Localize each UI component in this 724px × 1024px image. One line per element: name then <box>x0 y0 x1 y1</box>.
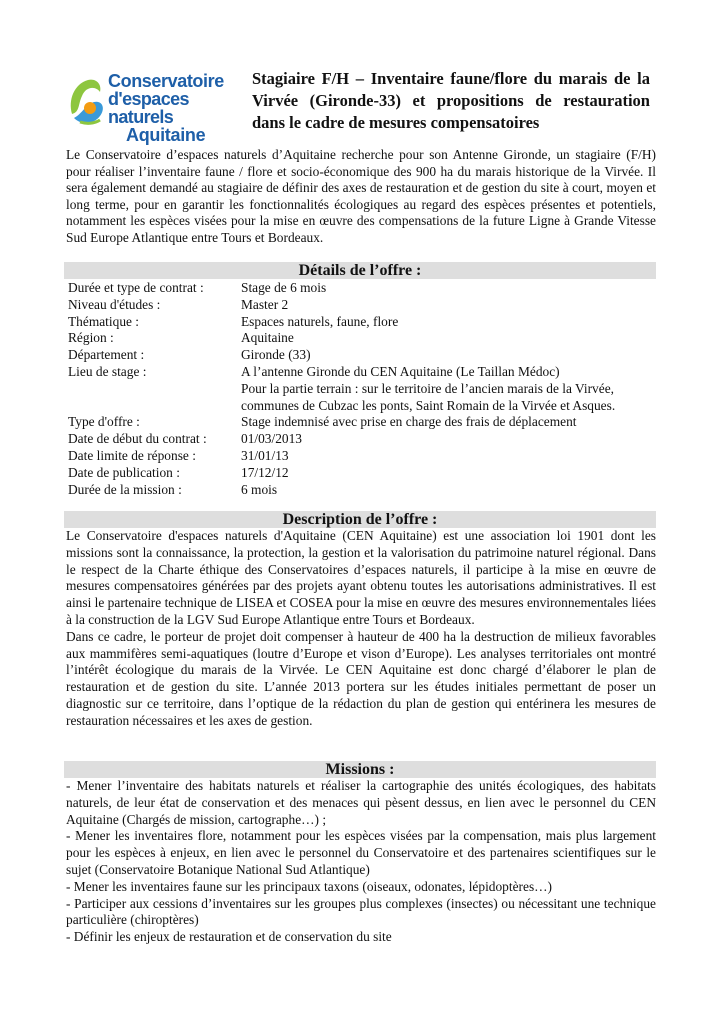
details-row <box>68 398 658 415</box>
details-label: Type d'offre : <box>68 414 140 430</box>
details-value: A l’antenne Gironde du CEN Aquitaine (Le Taillan Médoc) <box>241 363 560 379</box>
logo-line-3: Aquitaine <box>126 125 206 145</box>
details-label: Département : <box>68 347 145 363</box>
missions-heading: Missions : <box>64 761 656 778</box>
details-label: Niveau d'études : <box>68 296 161 312</box>
details-value: Pour la partie terrain : sur le territoire de l’ancien marais de la Virvée, <box>241 380 614 396</box>
details-row <box>68 330 658 347</box>
organization-logo <box>66 71 246 145</box>
details-label: Durée et type de contrat : <box>68 280 204 295</box>
details-value: Stage indemnisé avec prise en charge des frais de déplacement <box>241 414 577 430</box>
details-heading: Détails de l’offre : <box>64 262 656 279</box>
details-row <box>68 465 658 482</box>
details-row <box>68 482 658 499</box>
details-label: Durée de la mission : <box>68 481 182 497</box>
details-row <box>68 347 658 364</box>
description-body <box>66 528 656 730</box>
details-table <box>68 280 658 498</box>
mission-item: - Mener les inventaires flore, notamment pour les espèces visées par la compensation, mais plus largement pour les espèces à enjeux, en lien avec le personnel du Conservatoire et des partenaires scientifiques sur le sujet (Conservatoire Botanique National Sud Atlantique) <box>66 828 656 877</box>
description-paragraph: Le Conservatoire d'espaces naturels d'Aquitaine (CEN Aquitaine) est une association loi 1901 dont les missions sont la connaissance, la protection, la gestion et la valorisation du patrimoine naturel régional. Dans le respect de la Charte éthique des Conservatoires d’espaces naturels, il participe à la mise en œuvre de mesures compensatoires générées par des projets ayant obtenu toutes les autorisations administratives. Il est ainsi le partenaire technique de LISEA et COSEA pour la mise en œuvre des mesures environnementales liées à la construction de la LGV Sud Europe Atlantique entre Tours et Bordeaux. <box>66 528 656 627</box>
details-label: Date de début du contrat : <box>68 431 207 447</box>
details-label <box>68 381 241 398</box>
missions-list <box>66 778 656 946</box>
details-value: 01/03/2013 <box>241 431 303 447</box>
mission-item: - Définir les enjeux de restauration et de conservation du site <box>66 929 392 945</box>
details-label: Date de publication : <box>68 464 180 480</box>
details-label: Région : <box>68 330 114 346</box>
logo-line-1: Conservatoire <box>108 71 224 91</box>
logo-line-2: d'espaces naturels <box>108 89 189 127</box>
intro-paragraph: Le Conservatoire d’espaces naturels d’Aquitaine recherche pour son Antenne Gironde, un stagiaire (F/H) pour réaliser l’inventaire faune / flore et socio-économique des 900 ha du marais historique de la Virvée. Il sera également demandé au stagiaire de définir des axes de restauration et de gestion du site à court, moyen et long terme, pour en garantir les fonctionnalités écologiques au regard des espèces présentes et potentiels, notamment les espèces visées pour la mise en œuvre des compensations de la future Ligne à Grande Vitesse Sud Europe Atlantique entre Tours et Bordeaux. <box>66 147 656 245</box>
details-row <box>68 364 658 381</box>
details-row <box>68 280 658 297</box>
details-row <box>68 448 658 465</box>
mission-item: - Mener les inventaires faune sur les principaux taxons (oiseaux, odonates, lépidoptères…) <box>66 878 553 894</box>
details-value: Aquitaine <box>241 330 294 346</box>
details-value: Espaces naturels, faune, flore <box>241 313 399 329</box>
details-label <box>68 398 241 415</box>
details-label: Date limite de réponse : <box>68 447 196 463</box>
details-value: Master 2 <box>241 296 289 312</box>
page-title: Stagiaire F/H – Inventaire faune/flore du marais de la Virvée (Gironde-33) et propositions de restauration dans le cadre de mesures compensatoires <box>252 69 650 132</box>
details-row <box>68 297 658 314</box>
details-value: communes de Cubzac les ponts, Saint Romain de la Virvée et Asques. <box>241 397 616 413</box>
logo-wordmark <box>108 72 246 144</box>
details-row <box>68 314 658 331</box>
description-heading: Description de l’offre : <box>64 511 656 528</box>
details-label: Lieu de stage : <box>68 363 147 379</box>
details-value: Stage de 6 mois <box>241 280 327 295</box>
description-paragraph: Dans ce cadre, le porteur de projet doit compenser à hauteur de 400 ha la destruction de milieux favorables aux mammifères semi-aquatiques (loutre d’Europe et vison d’Europe). Les analyses territoriales ont montré l’intérêt écologique du marais de la Virvée. Le CEN Aquitaine est donc chargé d’élaborer le plan de restauration et de gestion du site. L’année 2013 portera sur les études initiales permettant de poser un diagnostic sur ce territoire, dans l’optique de la rédaction du plan de gestion qui entérinera les mesures de restauration nécessaires et les axes de gestion. <box>66 628 656 728</box>
details-value: 17/12/12 <box>241 464 289 480</box>
details-row <box>68 414 658 431</box>
details-value: Gironde (33) <box>241 347 311 363</box>
details-row <box>68 381 658 398</box>
mission-item: - Mener l’inventaire des habitats naturels et réaliser la cartographie des unités écologiques, des habitats naturels, de leur état de conservation et des menaces qui pèsent dessus, en lien avec le personnel du CEN Aquitaine (Chargés de mission, cartographe…) ; <box>66 778 656 827</box>
details-row <box>68 431 658 448</box>
details-value: 6 mois <box>241 481 278 497</box>
logo-emblem-icon <box>66 74 110 136</box>
details-label: Thématique : <box>68 313 140 329</box>
mission-item: - Participer aux cessions d’inventaires sur les groupes plus complexes (insectes) ou nécessitant une technique particulière (chiroptères) <box>66 895 656 928</box>
details-value: 31/01/13 <box>241 447 289 463</box>
